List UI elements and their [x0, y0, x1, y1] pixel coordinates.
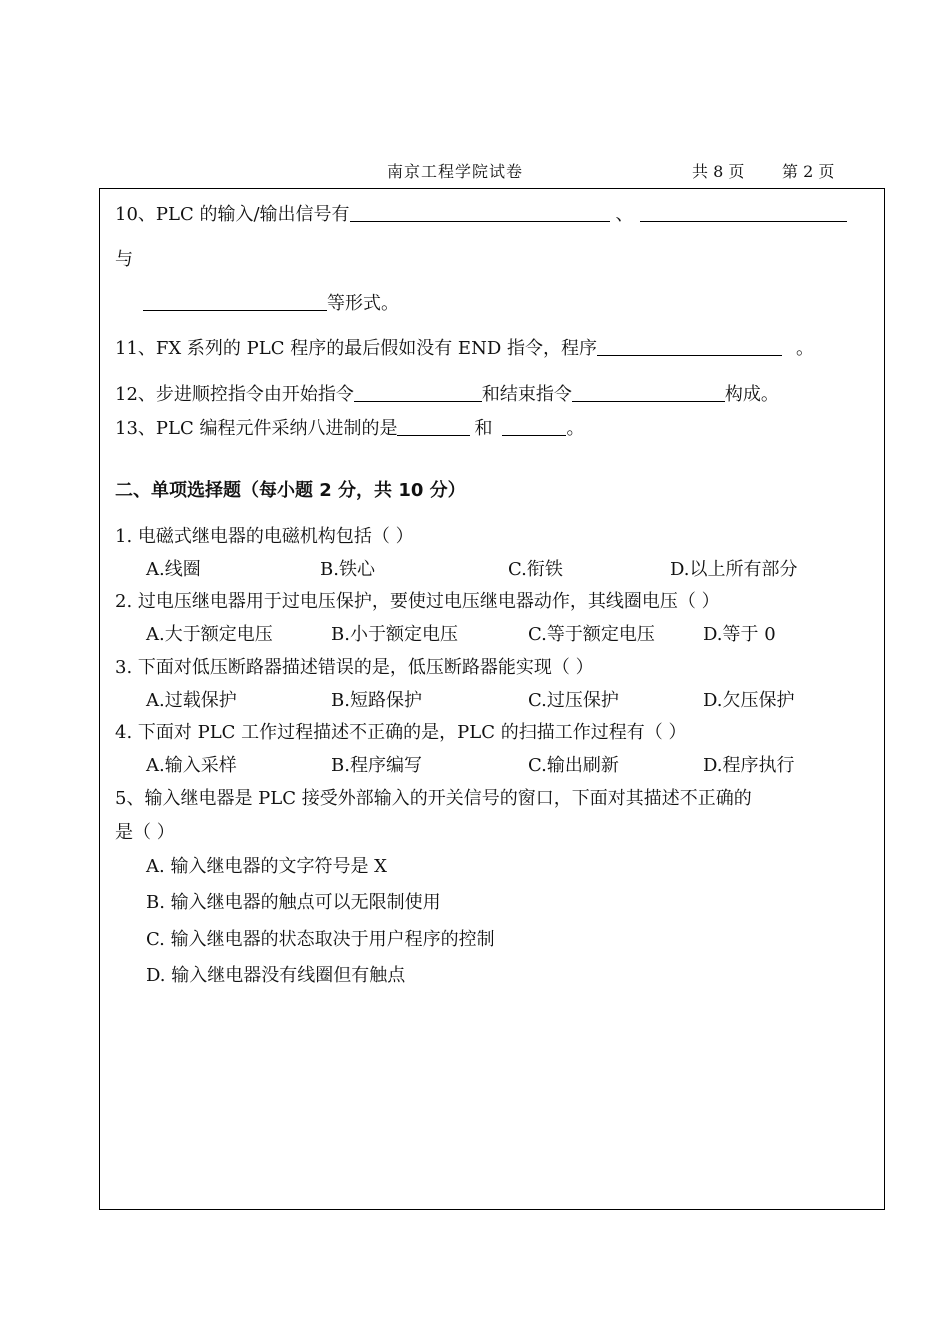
q3-option-b[interactable]: B.短路保护 [331, 690, 422, 711]
q13-text: 13、PLC 编程元件采纳八进制的是 [115, 418, 398, 439]
q13-mid: 和 [474, 418, 493, 439]
mc-question-4: 4. 下面对 PLC 工作过程描述不正确的是，PLC 的扫描工作过程有（ ） [115, 722, 687, 743]
question-13 [115, 417, 584, 441]
mc-question-2: 2. 过电压继电器用于过电压保护，要使过电压继电器动作，其线圈电压（ ） [115, 591, 720, 612]
current-page: 第 2 页 [782, 162, 835, 181]
q10-blank-1[interactable] [350, 203, 610, 222]
q3-option-a[interactable]: A.过载保护 [146, 690, 237, 711]
q4-option-c[interactable]: C.输出刷新 [528, 755, 619, 776]
q13-blank-1[interactable] [397, 417, 470, 436]
question-11 [115, 337, 814, 361]
q10-blank-2[interactable] [640, 203, 847, 222]
q5-option-c[interactable]: C. 输入继电器的状态取决于用户程序的控制 [146, 929, 495, 950]
q1-option-b[interactable]: B.铁心 [320, 559, 375, 580]
q10-conjunction: 与 [115, 249, 133, 270]
q1-option-c[interactable]: C.衔铁 [508, 559, 563, 580]
q5-option-b[interactable]: B. 输入继电器的触点可以无限制使用 [146, 892, 441, 913]
q12-blank-2[interactable] [572, 383, 725, 402]
q4-option-d[interactable]: D.程序执行 [703, 755, 795, 776]
q10-text: 10、PLC 的输入/输出信号有 [115, 204, 350, 225]
q13-blank-2[interactable] [502, 417, 566, 436]
mc-question-1: 1. 电磁式继电器的电磁机构包括（ ） [115, 526, 414, 547]
q11-blank[interactable] [597, 337, 782, 356]
q2-option-d[interactable]: D.等于 0 [703, 624, 776, 645]
section-2-title: 二、单项选择题（每小题 2 分，共 10 分） [115, 480, 466, 501]
q10-suffix: 等形式。 [327, 293, 399, 314]
q3-option-d[interactable]: D.欠压保护 [703, 690, 795, 711]
q12-text: 12、步进顺控指令由开始指令 [115, 384, 354, 405]
q3-option-c[interactable]: C.过压保护 [528, 690, 619, 711]
q1-option-d[interactable]: D.以上所有部分 [670, 559, 798, 580]
mc-question-3: 3. 下面对低压断路器描述错误的是，低压断路器能实现（ ） [115, 657, 594, 678]
question-10 [115, 203, 847, 227]
q13-suffix: 。 [566, 418, 585, 439]
page-header [0, 159, 950, 181]
q2-option-b[interactable]: B.小于额定电压 [331, 624, 458, 645]
q2-option-c[interactable]: C.等于额定电压 [528, 624, 655, 645]
question-10-cont [115, 248, 133, 272]
q10-blank-3[interactable] [143, 292, 327, 311]
q12-mid: 和结束指令 [481, 384, 572, 405]
q12-suffix: 构成。 [724, 384, 779, 405]
total-pages: 共 8 页 [692, 162, 745, 181]
question-12 [115, 383, 779, 407]
q5-option-a[interactable]: A. 输入继电器的文字符号是 X [146, 856, 387, 877]
q1-option-a[interactable]: A.线圈 [146, 559, 201, 580]
mc-question-5-cont: 是（ ） [115, 822, 175, 843]
q12-blank-1[interactable] [354, 383, 482, 402]
mc-question-5: 5、输入继电器是 PLC 接受外部输入的开关信号的窗口，下面对其描述不正确的 [115, 788, 752, 809]
q4-option-b[interactable]: B.程序编写 [331, 755, 422, 776]
q4-option-a[interactable]: A.输入采样 [146, 755, 237, 776]
q11-suffix: 。 [795, 338, 814, 359]
q10-separator: 、 [615, 204, 634, 225]
q5-option-d[interactable]: D. 输入继电器没有线圈但有触点 [146, 965, 406, 986]
q11-text: 11、FX 系列的 PLC 程序的最后假如没有 END 指令，程序 [115, 338, 597, 359]
question-10-end [143, 292, 399, 316]
school-title: 南京工程学院试卷 [387, 162, 524, 181]
q2-option-a[interactable]: A.大于额定电压 [146, 624, 273, 645]
